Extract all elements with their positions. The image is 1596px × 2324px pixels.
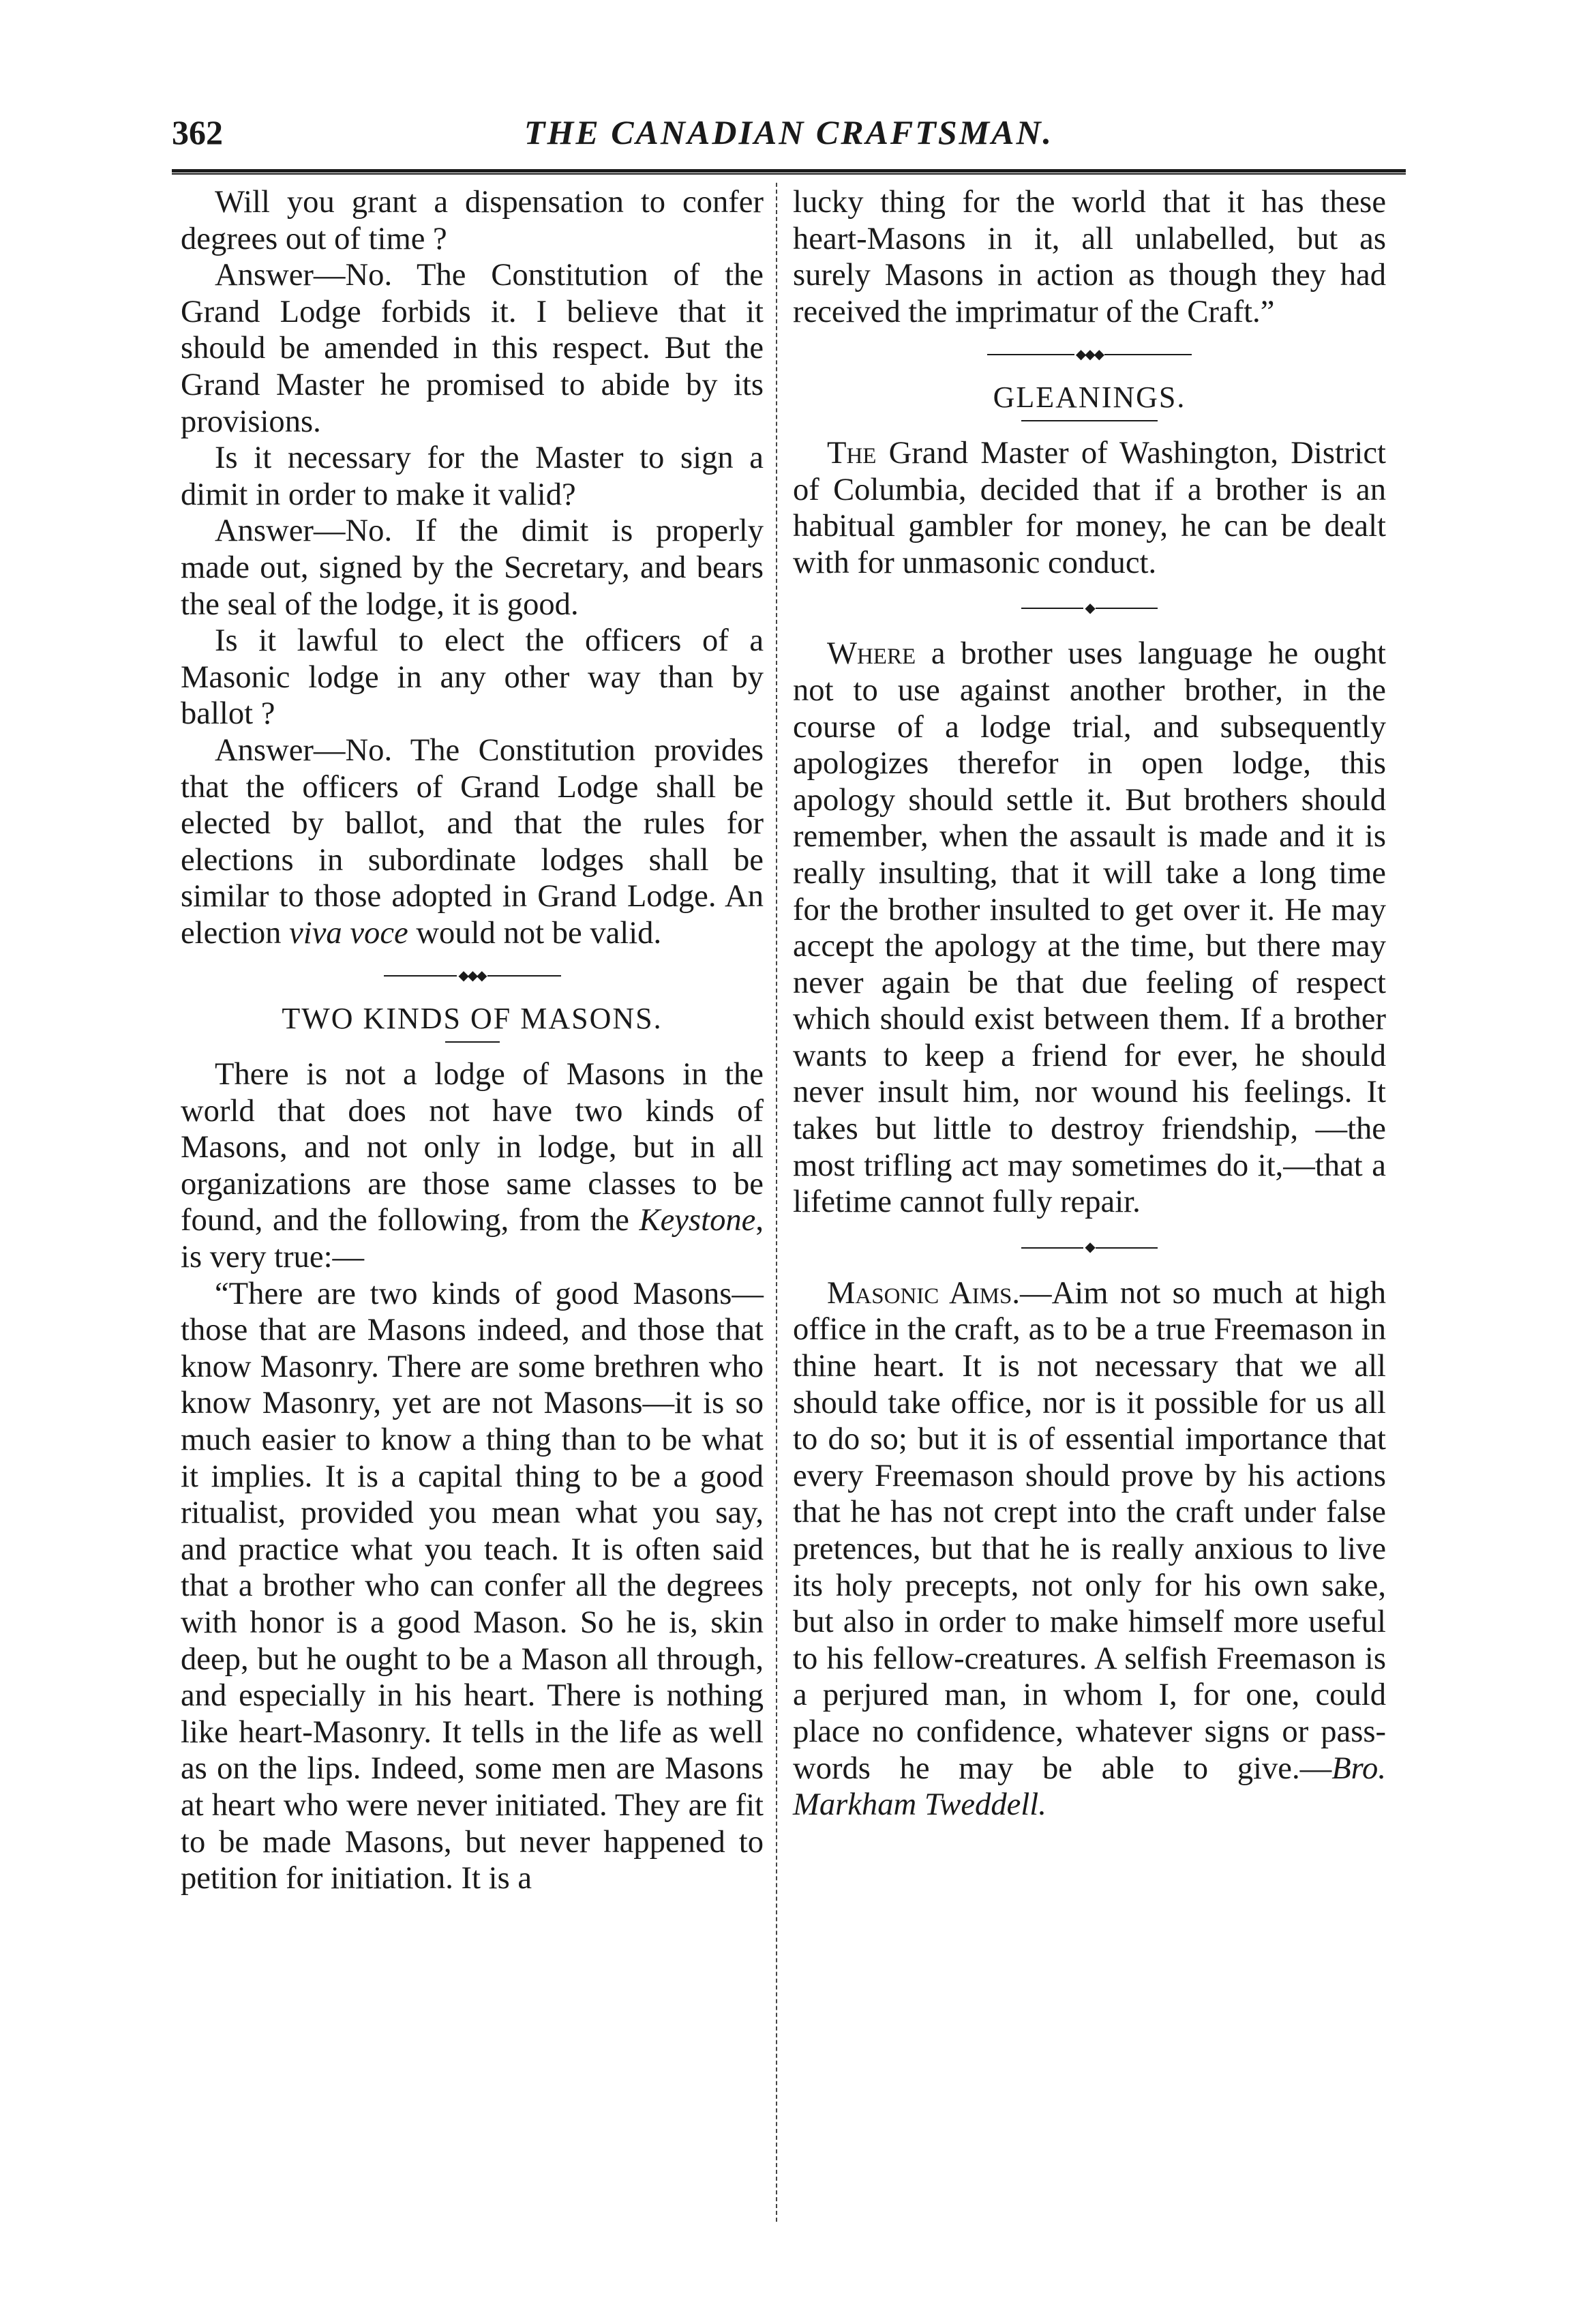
right-column [793,184,1386,1823]
masonic-aims-attribution: Bro. Markham Tweddell. [793,1750,1386,1823]
header-rule [172,169,1406,175]
two-kinds-intro-end: , is very true:— [181,1202,764,1275]
gleaning-apology-lead: Where [827,636,916,672]
page-number: 362 [172,113,223,151]
diamond-ornament-icon: ◆◆◆ [458,968,486,983]
two-kinds-intro [181,1056,764,1276]
gleaning-apology-text: a brother uses language he ought not to use against another brother, in the course of a lodge trial, and subsequently apologizes therefor in open lodge, this apology should settle it. But brothers should remember, when the assault is made and it is really insulting, that it will take a long time for the brother insulted to get over it. He may accept the apology at the time, but there may never again be that due feeling of respect which should exist between them. If a brother wants to keep a friend for ever, he should never insult him, nor wound his feelings. It takes but little to destroy friendship, —the most trifling act may sometimes do it,—that a lifetime cannot fully repair. [793,636,1386,1220]
diamond-separator-icon: ◆ [1085,600,1094,616]
keystone-citation: Keystone [639,1202,756,1238]
title-underline [445,1041,500,1043]
running-title: THE CANADIAN CRAFTSMAN. [524,113,1054,151]
section-title-two-kinds: TWO KINDS OF MASONS. [282,1002,663,1036]
gleaning-separator [1021,1241,1158,1255]
masonic-aims-lead: Masonic Aims. [827,1275,1021,1311]
gleaning-separator [1021,601,1158,615]
diamond-separator-icon: ◆ [1085,1240,1094,1255]
gleaning-masonic-aims [793,1275,1386,1823]
gleaning-gambler-lead: The [827,434,877,471]
answer-ballot-end: would not be valid. [408,914,662,951]
answer-ballot [181,732,764,952]
gleaning-apology [793,636,1386,1221]
answer-dispensation: Answer—No. The Constitution of the Grand Lodge forbids it. I believe that it should be amended in this respect. But the Grand Master he promised to abide by its provisions. [181,257,764,439]
gleaning-gambler-text: Grand Master of Washington, District of Columbia, decided that if a brother is an habitual gambler for money, he can be dealt with for unmasonic conduct. [793,434,1386,580]
quote-continuation: lucky thing for the world that it has these heart-Masons in it, all unlabelled, but as surely Masons in action as though they had received the imprimatur of the Craft.” [793,184,1386,329]
answer-dimit: Answer—No. If the dimit is properly made out, signed by the Secretary, and bears the seal of the lodge, it is good. [181,513,764,622]
section-title-gleanings: GLEANINGS. [993,381,1186,415]
page-header [172,113,1406,160]
section-ornament [987,348,1192,361]
title-underline [1021,420,1158,421]
diamond-ornament-icon: ◆◆◆ [1075,346,1104,362]
answer-ballot-text: Answer—No. The Constitution provides that the officers of Grand Lodge shall be elected by ballot, and that the rules for elections in subordinate lodges shall be similar to those adopted in Grand Lodge. An election [181,732,764,951]
question-dimit: Is it necessary for the Master to sign a dimit in order to make it valid? [181,440,764,512]
gleaning-gambler [793,435,1386,581]
two-kinds-quote: “There are two kinds of good Masons—those that are Masons indeed, and those that know Masonry. There are some brethren who know Masonry, yet are not Masons—it is so much easier to know a thing than to be what it implies. It is a capital thing to be a good ritualist, provided you mean what you say, and practice what you teach. It is often said that a brother who can confer all the degrees with honor is a good Mason. So he is, skin deep, but he ought to be a Mason all through, and especially in his heart. There is nothing like heart-Masonry. It tells in the life as well as on the lips. Indeed, some men are Masons at heart who were never initiated. They are fit to be made Masons, but never happened to petition for initiation. It is a [181,1275,764,1896]
question-dispensation: Will you grant a dispensation to confer degrees out of time ? [181,184,764,256]
two-kinds-intro-text: There is not a lodge of Masons in the world that does not have two kinds of Masons, and not only in lodge, but in all organizations are those same classes to be found, and the following, from the [181,1056,764,1238]
question-ballot: Is it lawful to elect the officers of a Masonic lodge in any other way than by ballot ? [181,623,764,732]
masonic-aims-text: —Aim not so much at high office in the craft, as to be a true Freemason in thine heart. It is not necessary that we all should take office, nor is it possible for us all to do so; but it is of essential importance that every Freemason should prove by his actions that he has not crept into the craft under false pretences, but that he is really anxious to live its holy precepts, not only for his own sake, but also in order to make himself more useful to his fellow-creatures. A selfish Freemason is a perjured man, in whom I, for one, could place no confidence, whatever signs or pass-words he may be able to give.— [793,1275,1386,1786]
column-divider [776,183,777,2222]
viva-voce-phrase: viva voce [289,914,408,951]
left-column [181,184,764,1897]
section-ornament [384,969,561,983]
